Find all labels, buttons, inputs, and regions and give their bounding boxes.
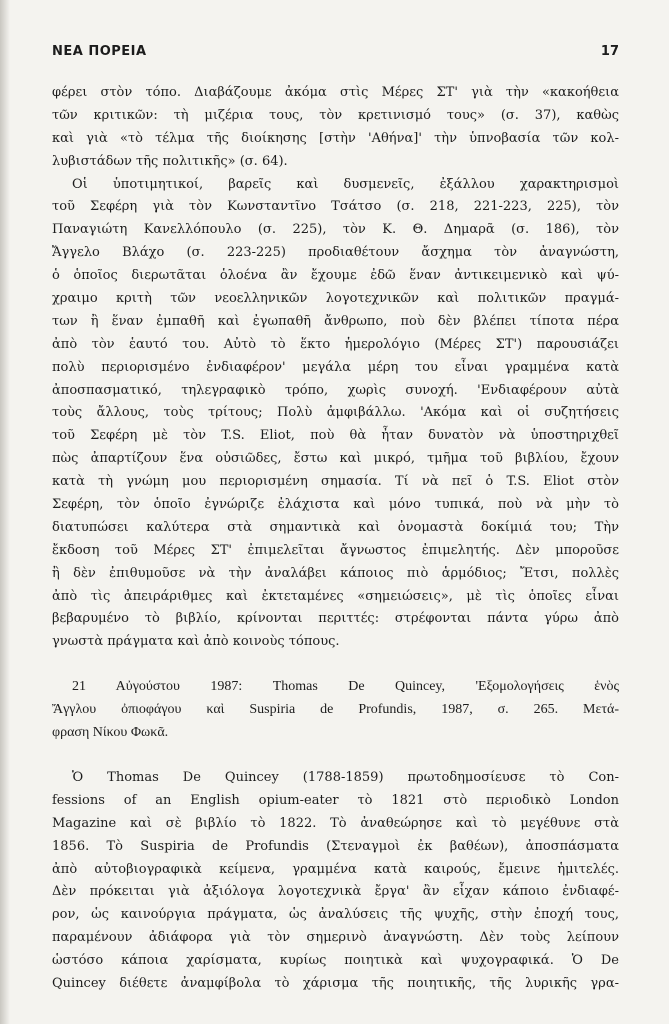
text-line: τοῦ Σεφέρη γιὰ τὸν Κωνσταντῖνο Τσάτσο (σ. 218, 221-223, 225), τὸν [52, 199, 619, 215]
text-line: φέρει στὸν τόπο. Διαβάζουμε ἀκόμα στὶς Μέρες ΣΤ' γιὰ τὴν «κακοήθεια [52, 85, 619, 100]
text-line: ἀπὸ αὐτοβιογραφικὰ κείμενα, γραμμένα κατὰ καιρούς, ἔμεινε ἡμιτελές. [52, 861, 619, 877]
text-line: Ὁ Thomas De Quincey (1788-1859) πρωτοδημοσίευσε τὸ Con- [72, 769, 619, 785]
text-line: πολὺ περιορισμένο ἐνδιαφέρον' μεγάλα μέρη του εἶναι γραμμένα κατὰ [52, 359, 619, 375]
text-line: Παναγιώτη Κανελλόπουλο (σ. 225), τὸν Κ. Θ. Δημαρᾶ (σ. 186), τὸν [52, 222, 619, 238]
paragraph-2 [52, 174, 619, 655]
text-line: ἀποσπασματικό, τηλεγραφικὸ τρόπο, χωρὶς συνοχή. 'Ενδιαφέρουν αὐτὰ [52, 382, 619, 398]
text-line: ὁ ὁποῖος διερωτᾶται ὁλοένα ἂν ἔχουμε ἐδῶ ἕναν ἀντικειμενικὸ καὶ ψύ- [52, 268, 619, 284]
text-line: Οἱ ὑποτιμητικοί, βαρεῖς καὶ δυσμενεῖς, ἐξάλλου χαρακτηρισμοὶ [72, 176, 619, 192]
text-line: κατὰ τὴ γνώμη μου περιορισμένη σημασία. Τί νὰ πεῖ ὁ T.S. Eliot στὸν [52, 474, 619, 490]
entry-line: Ἄγγλου ὀπιοφάγου καὶ Suspiria de Profundis, 1987, σ. 265. Μετά- [52, 702, 619, 718]
diary-entry [52, 676, 619, 745]
text-line: τοὺς ἄλλους, τοὺς τρίτους; Πολὺ ἀμφιβάλλω. 'Ακόμα καὶ οἱ συζητήσεις [52, 405, 619, 421]
text-line: Ἄγγελο Βλάχο (σ. 223-225) προδιαθέτουν ἄσχημα τὸν ἀναγνώστη, [52, 245, 619, 261]
text-line: Magazine καὶ σὲ βιβλίο τὸ 1822. Τὸ ἀναθεώρησε καὶ τὸ μεγέθυνε στὰ [52, 815, 619, 831]
text-line: Σεφέρη, τὸν ὁποῖο ἐγνώριζε ἐλάχιστα καὶ μόνο τυπικά, ποὺ νὰ μὴν τὸ [52, 497, 619, 513]
text-line: ὡστόσο κάποια χαρίσματα, κυρίως ποιητικὰ καὶ ψυχογραφικά. Ὁ De [52, 953, 619, 969]
text-line: ἢ δὲν ἐπιθυμοῦσε νὰ τὴν ἀναλάβει κάποιος πιὸ ἁρμόδιος; Ἔτσι, πολλὲς [52, 565, 619, 581]
text-line: τῶν κριτικῶν: τὴ μιζέρια τους, τὸν κρετινισμό τους» (σ. 37), καθὼς [52, 107, 619, 123]
page-number: 17 [600, 44, 619, 59]
text-line: ἀπὸ τὸν ἑαυτό του. Αὐτὸ τὸ ἕκτο ἡμερολόγιο (Μέρες ΣΤ') παρουσιάζει [52, 336, 619, 352]
entry-line: φραση Νίκου Φωκᾶ. [52, 725, 169, 741]
entry-line: 21 Αὐγούστου 1987: Thomas De Quincey, 'Εξομολογήσεις ἑνὸς [72, 679, 619, 695]
text-line: παραμένουν ἀδιάφορα γιὰ τὸν σημερινὸ ἀναγνώστη. Δὲν τοὺς λείπουν [52, 930, 619, 946]
page-header [52, 44, 619, 64]
text-line: ρον, ὡς καινούργια πράγματα, ὡς ἀναλύσεις τῆς ψυχῆς, στὴν ἐποχή τους, [52, 907, 619, 923]
paragraph-3 [52, 767, 619, 996]
text-line: λυβιστάδων τῆς πολιτικῆς» (σ. 64). [52, 153, 288, 169]
text-line: βεβαρυμένο τὸ βιβλίο, κρίνονται περιττές: στρέφονται πάντα γύρω ἀπὸ [52, 611, 619, 627]
body-text [52, 82, 619, 996]
text-line: Δὲν πρόκειται γιὰ ἀξιόλογα λογοτεχνικὰ ἔργα' ἂν εἶχαν κάποιο ἐνδιαφέ- [52, 884, 619, 900]
section-gap [52, 654, 619, 676]
text-line: γνωστὰ πράγματα καὶ ἀπὸ κοινοὺς τόπους. [52, 634, 340, 650]
section-gap [52, 745, 619, 767]
text-line: 1856. Τὸ Suspiria de Profundis (Στεναγμοὶ ἐκ βαθέων), ἀποσπάσματα [52, 838, 619, 854]
text-line: πὼς ἀπαρτίζουν ἕνα οὐσιῶδες, ἔστω καὶ μικρό, τμῆμα τοῦ βιβλίου, ἔχουν [52, 451, 619, 467]
page-edge-shadow [0, 0, 10, 1024]
text-line: Quincey διέθετε ἀναμφίβολα τὸ χάρισμα τῆς ποιητικῆς, τῆς λυρικῆς γρα- [52, 975, 619, 991]
text-line: των ἢ ἕναν ἐμπαθῆ καὶ ἐγωπαθῆ ἄνθρωπο, ποὺ δὲν βλέπει τίποτα πέρα [52, 313, 619, 329]
text-line: ἔκδοση τοῦ Μέρες ΣΤ' ἐπιμελεῖται ἄγνωστος ἐπιμελητής. Δὲν μποροῦσε [52, 542, 619, 558]
text-line: fessions of an English opium-eater τὸ 1821 στὸ περιοδικὸ London [52, 792, 619, 808]
text-line: τοῦ Σεφέρη μὲ τὸν T.S. Eliot, ποὺ θὰ ἦταν δυνατὸν νὰ ὑποστηριχθεῖ [52, 428, 619, 444]
text-line: ἀπὸ τὶς ἀπειράριθμες καὶ ἐκτεταμένες «σημειώσεις», μὲ τὶς ὁποῖες εἶναι [52, 588, 619, 604]
paragraph-1 [52, 82, 619, 174]
running-head: ΝΕΑ ΠΟΡΕΙΑ [52, 44, 147, 59]
text-line: διατυπώσει καλύτερα στὰ σημαντικὰ καὶ ὀνομαστὰ δοκίμιά του; Τὴν [52, 519, 619, 535]
text-line: χραιμο κριτὴ τῶν νεοελληνικῶν λογοτεχνικῶν καὶ πολιτικῶν πραγμά- [52, 291, 619, 307]
text-line: καὶ γιὰ «τὸ τέλμα τῆς διοίκησης [στὴν 'Αθήνα]' τὴν ὑπνοβασία τῶν κολ- [52, 130, 619, 146]
